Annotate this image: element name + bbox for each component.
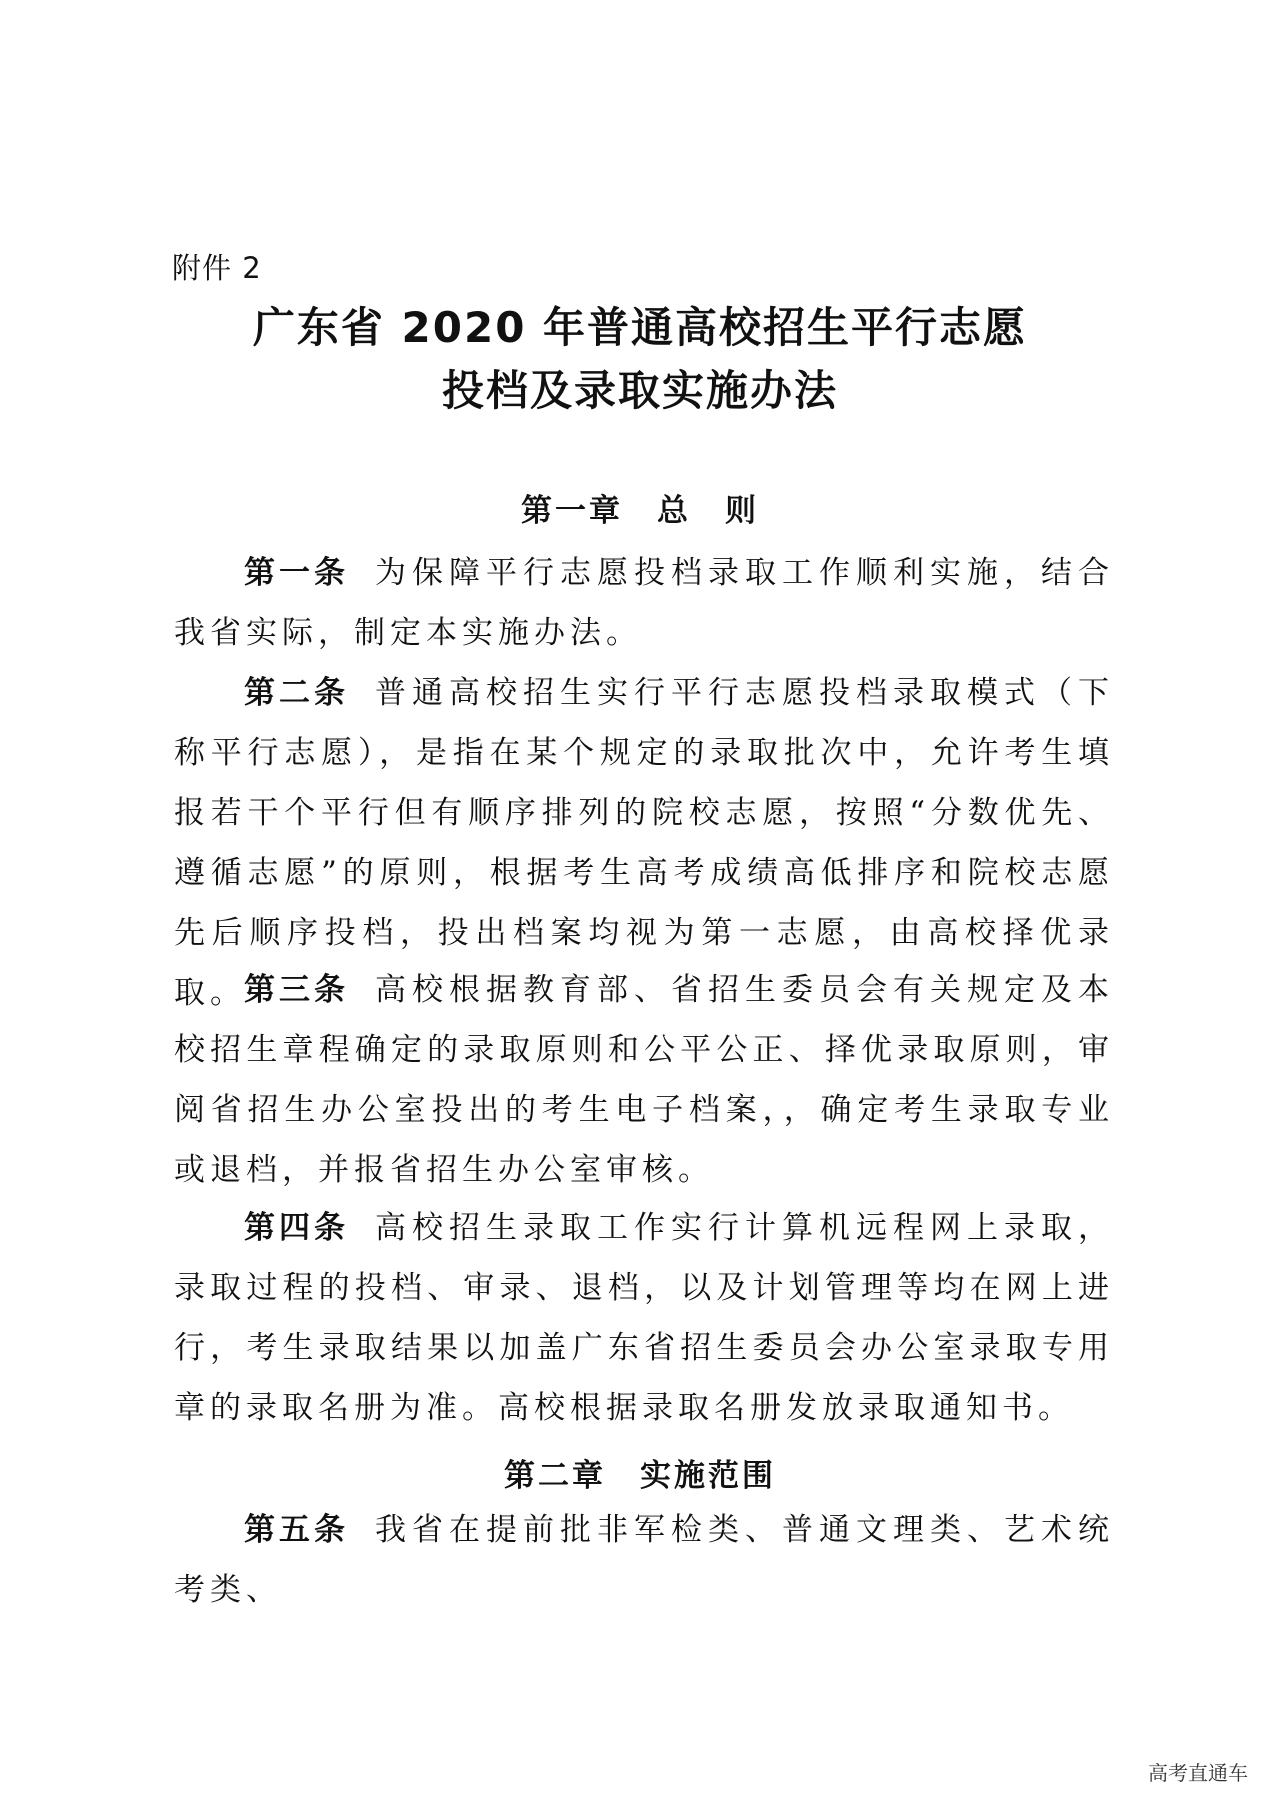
article-text: 高校招生录取工作实行计算机远程网上录取，录取过程的投档、审录、退档，以及计划管理等均在网上进行，考生录取结果以加盖广东省招生委员会办公室录取专用章的录取名册为准。高校根据录取名册发放录取通知书。 [174,1210,1114,1426]
article-lead: 第一条 [244,555,349,591]
chapter-heading-2: 第二章 实施范围 [504,1458,776,1494]
document-title-line-2: 投档及录取实施办法 [441,366,838,415]
article-lead: 第五条 [244,1512,349,1548]
article-5 [174,1500,1114,1620]
article-text: 我省在提前批非军检类、普通文理类、艺术统考类、 [174,1512,1114,1608]
article-text: 普通高校招生实行平行志愿投档录取模式（下称平行志愿），是指在某个规定的录取批次中，允许考生填报若干个平行但有顺序排列的院校志愿，按照“分数优先、遵循志愿”的原则，根据考生高考成绩高低排序和院校志愿先后顺序投档，投出档案均视为第一志愿，由高校择优录取。 [174,675,1114,1011]
chapter-heading-1: 第一章 总 则 [521,493,759,529]
article-3 [174,960,1114,1200]
article-lead: 第二条 [244,675,349,711]
article-lead: 第四条 [244,1210,349,1246]
article-lead: 第三条 [244,972,349,1008]
article-text: 高校根据教育部、省招生委员会有关规定及本校招生章程确定的录取原则和公平公正、择优录取原则，审阅省招生办公室投出的考生电子档案，，确定考生录取专业或退档，并报省招生办公室审核。 [174,972,1114,1188]
article-1 [174,543,1114,663]
source-watermark: 高考直通车 [1144,1755,1252,1788]
attachment-label: 附件 2 [172,251,262,285]
document-title-line-1: 广东省 2020 年普通高校招生平行志愿 [252,303,1028,352]
article-text: 为保障平行志愿投档录取工作顺利实施，结合我省实际，制定本实施办法。 [174,555,1114,651]
article-4 [174,1198,1114,1438]
